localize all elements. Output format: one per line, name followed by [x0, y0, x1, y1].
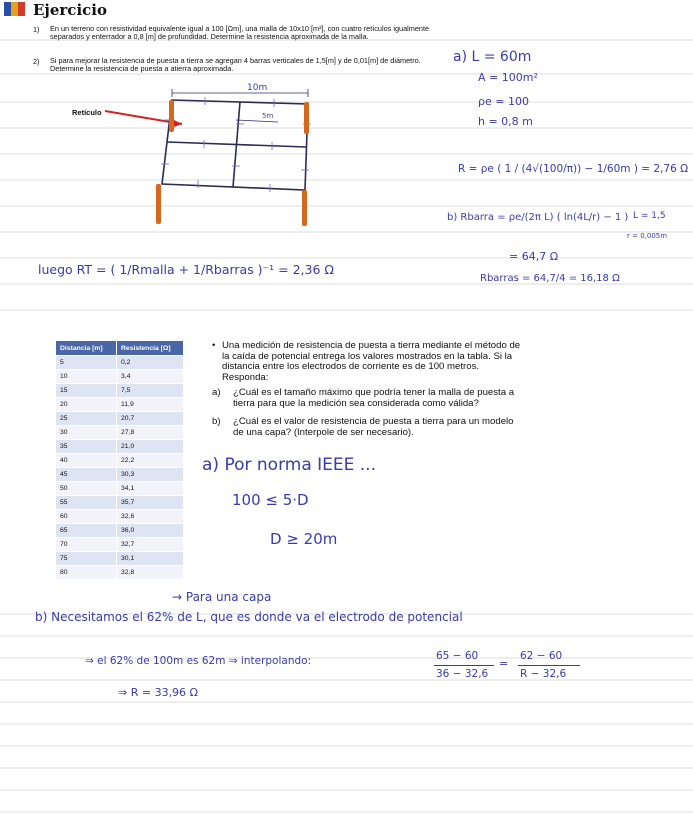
- header-stripe-blue: [4, 2, 11, 16]
- hw-a-line3: ρe = 100: [478, 95, 529, 108]
- dimension-10m: 10m: [247, 83, 268, 93]
- table-row: [56, 510, 184, 524]
- reticulo-label: Retículo: [72, 108, 102, 117]
- hw-a-line1: a) L = 60m: [453, 49, 532, 65]
- table-header-resistance: Resistencia [Ω]: [117, 341, 184, 356]
- bullet-b-label: b): [212, 416, 221, 427]
- table-row: [56, 370, 184, 384]
- table-row: [56, 538, 184, 552]
- table-row: [56, 468, 184, 482]
- table-row: [56, 384, 184, 398]
- table-row: [56, 440, 184, 454]
- table-header-distance: Distancia [m]: [56, 341, 117, 356]
- header-stripe-yellow: [11, 2, 18, 16]
- cell-distance: 60: [56, 510, 117, 524]
- fraction-equals: =: [499, 657, 509, 670]
- table-row: [56, 426, 184, 440]
- cell-resistance: 20,7: [117, 412, 184, 426]
- bullet-a-label: a): [212, 387, 221, 398]
- question-1-number: 1): [33, 25, 40, 34]
- cell-resistance: 35,7: [117, 496, 184, 510]
- answer-a-line2: 100 ≤ 5·D: [232, 491, 309, 509]
- cell-distance: 10: [56, 370, 117, 384]
- answer-b-line2: ⇒ el 62% de 100m es 62m ⇒ interpolando:: [85, 655, 312, 667]
- cell-distance: 50: [56, 482, 117, 496]
- fraction-1-numerator: 65 − 60: [436, 650, 479, 662]
- dimension-5m: 5m: [262, 112, 274, 120]
- hw-b-param-L: L = 1,5: [633, 211, 666, 221]
- fraction-2-numerator: 62 − 60: [520, 650, 563, 662]
- cell-distance: 65: [56, 524, 117, 538]
- bullet-dot: •: [212, 340, 216, 351]
- mesh-diagram: [100, 80, 330, 230]
- hw-a-line2: A = 100m²: [478, 71, 538, 84]
- answer-b-line3: ⇒ R = 33,96 Ω: [118, 686, 198, 699]
- cell-resistance: 21,0: [117, 440, 184, 454]
- cell-distance: 5: [56, 356, 117, 370]
- cell-resistance: 36,0: [117, 524, 184, 538]
- cell-distance: 75: [56, 552, 117, 566]
- cell-resistance: 22,2: [117, 454, 184, 468]
- page-title: Ejercicio: [33, 1, 107, 19]
- cell-distance: 80: [56, 566, 117, 580]
- hw-luego: luego RT = ( 1/Rmalla + 1/Rbarras )⁻¹ = 2,36 Ω: [38, 262, 334, 277]
- hw-b-result2: Rbarras = 64,7/4 = 16,18 Ω: [480, 273, 620, 284]
- question-1-text: En un terreno con resistividad equivalente igual a 100 [Ωm], una malla de 10x10 [m²], con cuatro retículos igualmente separados y enterrador a 0,8 [m] de profundidad. Determine la resistencia aproximada de la malla.: [50, 24, 430, 41]
- hw-a-line4: h = 0,8 m: [478, 115, 533, 128]
- cell-resistance: 7,5: [117, 384, 184, 398]
- hw-b-param-r: r = 0,005m: [627, 232, 668, 240]
- cell-resistance: 0,2: [117, 356, 184, 370]
- cell-resistance: 11,9: [117, 398, 184, 412]
- cell-distance: 25: [56, 412, 117, 426]
- answer-a-line3: D ≥ 20m: [270, 530, 338, 548]
- fraction-1-bar: [434, 665, 494, 666]
- fraction-2-bar: [518, 665, 580, 666]
- cell-resistance: 34,1: [117, 482, 184, 496]
- cell-distance: 45: [56, 468, 117, 482]
- answer-b-note: → Para una capa: [172, 590, 272, 604]
- cell-distance: 30: [56, 426, 117, 440]
- cell-resistance: 30,3: [117, 468, 184, 482]
- cell-resistance: 32,6: [117, 510, 184, 524]
- table-row: [56, 454, 184, 468]
- table-row: [56, 524, 184, 538]
- cell-resistance: 30,1: [117, 552, 184, 566]
- answer-a-line1: a) Por norma IEEE ...: [202, 455, 376, 475]
- answer-b-line1: b) Necesitamos el 62% de L, que es donde va el electrodo de potencial: [35, 610, 463, 624]
- header-stripe-red: [18, 2, 25, 16]
- fraction-1-denominator: 36 − 32,6: [436, 668, 489, 680]
- cell-distance: 35: [56, 440, 117, 454]
- table-row: [56, 552, 184, 566]
- cell-resistance: 27,8: [117, 426, 184, 440]
- table-row: [56, 482, 184, 496]
- cell-distance: 15: [56, 384, 117, 398]
- hw-b-formula: b) Rbarra = ρe/(2π L) ( ln(4L/r) − 1 ): [447, 212, 629, 223]
- table-row: [56, 356, 184, 370]
- table-row: [56, 398, 184, 412]
- bullet-intro: Una medición de resistencia de puesta a tierra mediante el método de la caída de potencial entrega los valores mostrados en la tabla. Si la distancia entre los electrodos de corriente es de 100 metros. Responda:: [222, 340, 521, 383]
- table-row: [56, 566, 184, 580]
- cell-resistance: 3,4: [117, 370, 184, 384]
- hw-a-formula: R = ρe ( 1 / (4√(100/π)) − 1/60m ) = 2,76 Ω: [458, 163, 689, 175]
- hw-b-result1: = 64,7 Ω: [509, 250, 559, 263]
- table-row: [56, 412, 184, 426]
- cell-distance: 20: [56, 398, 117, 412]
- resistance-table: [55, 340, 184, 580]
- question-2-text: Si para mejorar la resistencia de puesta a tierra se agregan 4 barras verticales de 1,5[m] y de 0,01[m] de diámetro. Determine la resistencia de puesta a atierra aproximada.: [50, 56, 421, 73]
- cell-distance: 55: [56, 496, 117, 510]
- bullet-b-text: ¿Cuál es el valor de resistencia de puesta a tierra para un modelo de una capa? (Interpole de ser necesario).: [233, 416, 514, 438]
- table-row: [56, 496, 184, 510]
- question-2-number: 2): [33, 57, 40, 66]
- cell-distance: 70: [56, 538, 117, 552]
- cell-resistance: 32,7: [117, 538, 184, 552]
- cell-resistance: 32,8: [117, 566, 184, 580]
- bullet-a-text: ¿Cuál es el tamaño máximo que podría tener la malla de puesta a tierra para que la medición sea considerada como válida?: [233, 387, 515, 409]
- fraction-2-denominator: R − 32,6: [520, 668, 567, 680]
- cell-distance: 40: [56, 454, 117, 468]
